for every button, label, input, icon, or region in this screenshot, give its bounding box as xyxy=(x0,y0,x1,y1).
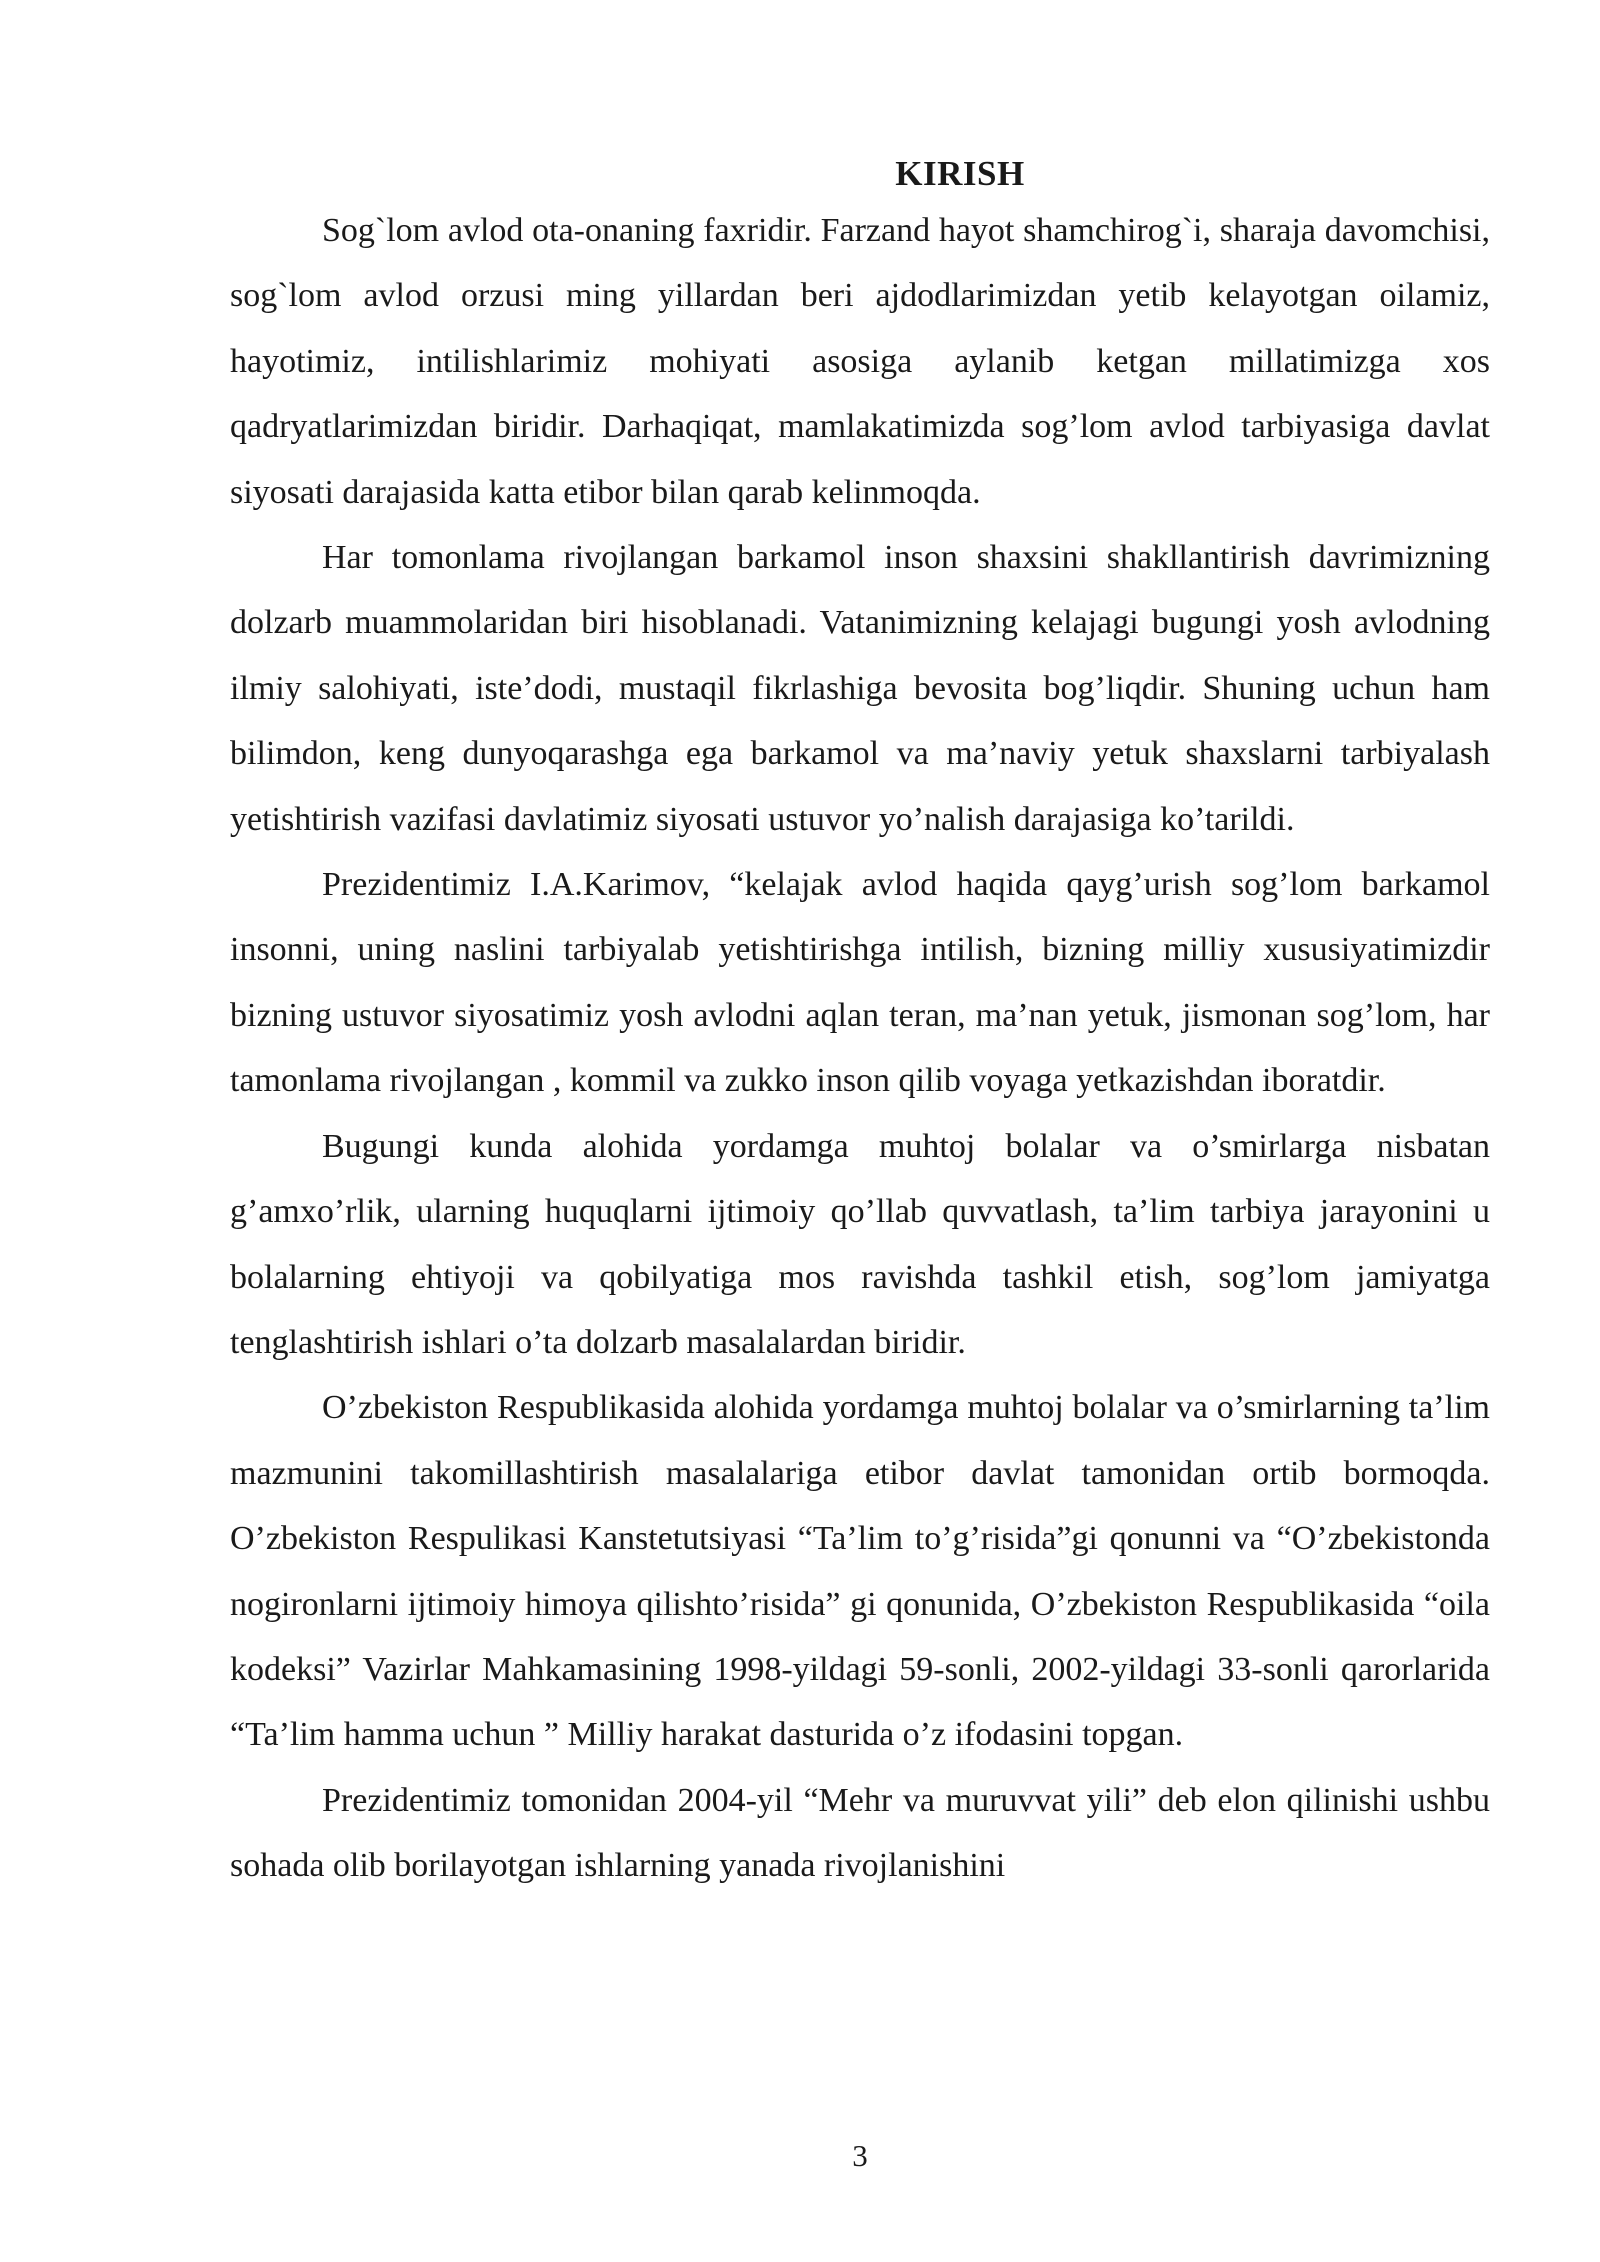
paragraph-1: Sog`lom avlod ota-onaning faxridir. Farzand hayot shamchirog`i, sharaja davomchisi, sog`lom avlod orzusi ming yillardan beri ajdodlarimizdan yetib kelayotgan oilamiz, hayotimiz, intilishlarimiz mohiyati asosiga aylanib ketgan millatimizga xos qadryatlarimizdan biridir. Darhaqiqat, mamlakatimizda sog’lom avlod tarbiyasiga davlat siyosati darajasida katta etibor bilan qarab kelinmoqda. xyxy=(230,212,1490,511)
paragraph-2: Har tomonlama rivojlangan barkamol inson shaxsini shakllantirish davrimizning dolzarb muammolaridan biri hisoblanadi. Vatanimizning kelajagi bugungi yosh avlodning ilmiy salohiyati, iste’dodi, mustaqil fikrlashiga bevosita bog’liqdir. Shuning uchun ham bilimdon, keng dunyoqarashga ega barkamol va ma’naviy yetuk shaxslarni tarbiyalash yetishtirish vazifasi davlatimiz siyosati ustuvor yo’nalish darajasiga ko’tarildi. xyxy=(230,539,1490,838)
page-content xyxy=(230,150,1490,1899)
paragraph-5: O’zbekiston Respublikasida alohida yordamga muhtoj bolalar va o’smirlarning ta’lim mazmunini takomillashtirish masalalariga etibor davlat tamonidan ortib bormoqda. O’zbekiston Respulikasi Kanstetutsiyasi “Ta’lim to’g’risida”gi qonunni va “O’zbekistonda nogironlarni ijtimoiy himoya qilishto’risida” gi qonunida, O’zbekiston Respublikasida “oila kodeksi” Vazirlar Mahkamasining 1998-yildagi 59-sonli, 2002-yildagi 33-sonli qarorlarida “Ta’lim hamma uchun ” Milliy harakat dasturida o’z ifodasini topgan. xyxy=(230,1389,1490,1754)
page-number: 3 xyxy=(852,2138,868,2173)
paragraph-3: Prezidentimiz I.A.Karimov, “kelajak avlod haqida qayg’urish sog’lom barkamol insonni, uning naslini tarbiyalab yetishtirishga intilish, bizning milliy xususiyatimizdir bizning ustuvor siyosatimiz yosh avlodni aqlan teran, ma’nan yetuk, jismonan sog’lom, har tamonlama rivojlangan , kommil va zukko inson qilib voyaga yetkazishdan iboratdir. xyxy=(230,866,1490,1100)
page-title: KIRISH xyxy=(895,154,1025,193)
paragraph-6: Prezidentimiz tomonidan 2004-yil “Mehr va muruvvat yili” deb elon qilinishi ushbu sohada olib borilayotgan ishlarning yanada rivojlanishini xyxy=(230,1781,1490,1885)
paragraph-4: Bugungi kunda alohida yordamga muhtoj bolalar va o’smirlarga nisbatan g’amxo’rlik, ularning huquqlarni ijtimoiy qo’llab quvvatlash, ta’lim tarbiya jarayonini u bolalarning ehtiyoji va qobilyatiga mos ravishda tashkil etish, sog’lom jamiyatga tenglashtirish ishlari o’ta dolzarb masalalardan biridir. xyxy=(230,1127,1490,1361)
